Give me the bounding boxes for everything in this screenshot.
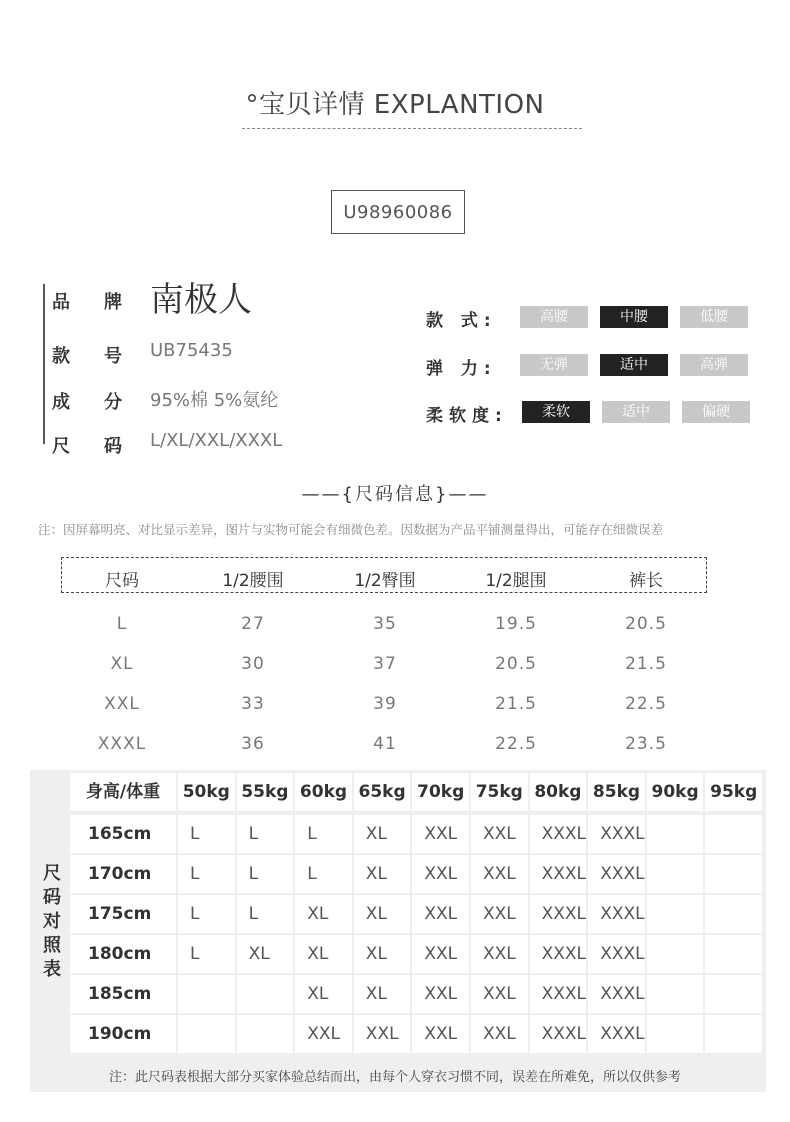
size-chart-size-cell: XXXL [588, 1015, 645, 1053]
info-label-char: 牌 [104, 292, 122, 313]
size-chart-size-cell [705, 1015, 762, 1053]
size-chart-height-cell: 175cm [70, 895, 176, 933]
info-label-char: 成 [52, 392, 70, 413]
attribute-option-chip: 高腰 [520, 306, 588, 328]
size-chart-size-cell: XXXL [588, 975, 645, 1013]
size-chart-size-cell: XXL [471, 855, 528, 893]
size-table-cell: 22.5 [495, 734, 537, 754]
info-label-char: 款 [52, 346, 70, 367]
size-chart-height-cell: 170cm [70, 855, 176, 893]
size-table-cell: 20.5 [625, 614, 667, 634]
size-table-cell: 19.5 [495, 614, 537, 634]
info-label [52, 342, 132, 366]
attribute-option-chip: 柔软 [522, 401, 590, 423]
size-chart-size-cell: XXL [412, 975, 469, 1013]
size-chart-size-cell: XXXL [530, 935, 587, 973]
size-chart-size-cell: L [237, 855, 294, 893]
size-chart-size-cell: XL [295, 935, 352, 973]
size-chart-size-cell: L [237, 815, 294, 853]
size-chart-size-cell [647, 935, 704, 973]
size-chart-size-cell: XXL [354, 1015, 411, 1053]
size-chart-size-cell: XXL [295, 1015, 352, 1053]
size-chart-size-cell: L [295, 855, 352, 893]
size-table-cell: 36 [241, 734, 265, 754]
info-value: 95%棉 5%氨纶 [150, 390, 279, 411]
size-chart-size-cell [705, 975, 762, 1013]
size-table-cell: 30 [241, 654, 265, 674]
size-chart-size-cell [647, 895, 704, 933]
size-table-header-cell: 1/2腰围 [222, 571, 284, 591]
size-chart-size-cell: XXXL [530, 895, 587, 933]
attribute-option-chip: 偏硬 [682, 401, 750, 423]
size-chart-size-cell: L [237, 895, 294, 933]
size-chart-weight-header: 55kg [237, 773, 294, 811]
info-label-char: 号 [104, 346, 122, 367]
info-value: UB75435 [150, 340, 233, 361]
size-chart-size-cell [647, 815, 704, 853]
info-label-char: 码 [104, 436, 122, 457]
size-chart-weight-header: 50kg [178, 773, 235, 811]
info-label [52, 388, 132, 412]
size-chart-size-cell: XXL [412, 895, 469, 933]
size-table-header-cell: 1/2腿围 [485, 571, 547, 591]
size-chart-size-cell: XL [295, 895, 352, 933]
size-chart-size-cell: XL [354, 935, 411, 973]
attribute-option-chip: 中腰 [600, 306, 668, 328]
size-chart-size-cell: XXL [412, 1015, 469, 1053]
attribute-option-chip: 低腰 [680, 306, 748, 328]
size-table-cell: 37 [373, 654, 397, 674]
size-chart-height-cell: 180cm [70, 935, 176, 973]
attribute-option-chip: 适中 [600, 354, 668, 376]
size-chart-size-cell [705, 855, 762, 893]
size-chart-weight-header: 60kg [295, 773, 352, 811]
size-table-header-cell: 1/2臀围 [354, 571, 416, 591]
size-chart-size-cell: XXL [412, 935, 469, 973]
size-table-cell: XXL [104, 694, 140, 714]
size-chart-size-cell: L [178, 935, 235, 973]
size-chart-size-cell: XXXL [588, 855, 645, 893]
size-chart-weight-header: 85kg [588, 773, 645, 811]
info-label [52, 432, 132, 456]
size-table-cell: 20.5 [495, 654, 537, 674]
attribute-label: 款 式: [426, 311, 497, 331]
size-chart-size-cell: XL [295, 975, 352, 1013]
size-chart-size-cell: XXL [471, 935, 528, 973]
info-label-char: 分 [104, 392, 122, 413]
info-label [52, 288, 132, 312]
size-chart-size-cell: XL [354, 855, 411, 893]
size-chart-size-cell: XXXL [530, 815, 587, 853]
product-code-badge: U98960086 [331, 190, 465, 234]
size-table-cell: XL [110, 654, 134, 674]
size-chart-size-cell [237, 975, 294, 1013]
size-chart-size-cell: XXL [412, 855, 469, 893]
size-table-cell: 23.5 [625, 734, 667, 754]
size-chart-size-cell: XXXL [588, 895, 645, 933]
size-chart-size-cell: XXL [471, 1015, 528, 1053]
size-chart-size-cell [705, 935, 762, 973]
info-value: L/XL/XXL/XXXL [150, 430, 283, 451]
size-chart-size-cell: XL [237, 935, 294, 973]
size-table-cell: 35 [373, 614, 397, 634]
size-chart-weight-header: 75kg [471, 773, 528, 811]
size-chart-size-cell [237, 1015, 294, 1053]
size-chart-size-cell: XXXL [530, 855, 587, 893]
size-table-cell: 21.5 [495, 694, 537, 714]
page-title: °宝贝详情 EXPLANTION [245, 90, 545, 120]
size-table-header-cell: 裤长 [629, 571, 663, 591]
size-table-cell: 21.5 [625, 654, 667, 674]
size-table-cell: 39 [373, 694, 397, 714]
attribute-label: 柔软度: [426, 406, 508, 426]
size-chart-size-cell: L [178, 815, 235, 853]
size-chart-size-cell: XL [354, 815, 411, 853]
size-chart-height-cell: 165cm [70, 815, 176, 853]
size-chart-side-label: 尺码对照表 [43, 863, 61, 980]
info-accent-bar [43, 284, 45, 444]
size-chart-size-cell: XXXL [588, 815, 645, 853]
info-label-char: 品 [52, 292, 70, 313]
size-table-cell: 33 [241, 694, 265, 714]
size-chart-height-cell: 190cm [70, 1015, 176, 1053]
size-chart-note: 注：此尺码表根据大部分买家体验总结而出，由每个人穿衣习惯不同，误差在所难免，所以仅供参考 [108, 1070, 681, 1085]
attribute-option-chip: 高弹 [680, 354, 748, 376]
size-chart-size-cell: XXXL [530, 1015, 587, 1053]
size-chart-size-cell [178, 975, 235, 1013]
size-chart-size-cell: XL [354, 895, 411, 933]
size-chart-size-cell [178, 1015, 235, 1053]
size-chart-size-cell: L [295, 815, 352, 853]
size-table-cell: XXXL [97, 734, 147, 754]
size-table-cell: 41 [373, 734, 397, 754]
attribute-option-chip: 无弹 [520, 354, 588, 376]
size-chart-size-cell [705, 895, 762, 933]
size-chart-size-cell: XL [354, 975, 411, 1013]
size-section-title: ——{尺码信息}—— [301, 484, 489, 505]
size-chart-corner-cell: 身高/体重 [70, 773, 176, 811]
size-chart-size-cell: XXL [412, 815, 469, 853]
size-chart-weight-header: 70kg [412, 773, 469, 811]
info-label-char: 尺 [52, 436, 70, 457]
size-chart-weight-header: 65kg [354, 773, 411, 811]
size-table-cell: 27 [241, 614, 265, 634]
measurement-note: 注：因屏幕明亮、对比显示差异，图片与实物可能会有细微色差。因数据为产品平铺测量得出，可能存在细微误差 [38, 522, 664, 537]
size-chart-size-cell: XXL [471, 895, 528, 933]
size-chart-size-cell [647, 855, 704, 893]
size-chart-size-cell: XXXL [588, 935, 645, 973]
size-chart-height-cell: 185cm [70, 975, 176, 1013]
size-table-header-cell: 尺码 [105, 571, 139, 591]
attribute-label: 弹 力: [426, 359, 497, 379]
size-chart-weight-header: 95kg [705, 773, 762, 811]
size-table-cell: L [116, 614, 128, 634]
size-chart-size-cell: L [178, 855, 235, 893]
attribute-option-chip: 适中 [602, 401, 670, 423]
size-chart-size-cell [647, 975, 704, 1013]
size-chart-weight-header: 80kg [530, 773, 587, 811]
size-chart-size-cell: XXXL [530, 975, 587, 1013]
size-chart-size-cell [647, 1015, 704, 1053]
size-chart-size-cell: XXL [471, 975, 528, 1013]
size-table-cell: 22.5 [625, 694, 667, 714]
size-chart-weight-header: 90kg [647, 773, 704, 811]
size-chart-size-cell: L [178, 895, 235, 933]
size-chart-size-cell: XXL [471, 815, 528, 853]
title-divider [242, 128, 582, 129]
size-chart-size-cell [705, 815, 762, 853]
info-value: 南极人 [150, 280, 252, 320]
